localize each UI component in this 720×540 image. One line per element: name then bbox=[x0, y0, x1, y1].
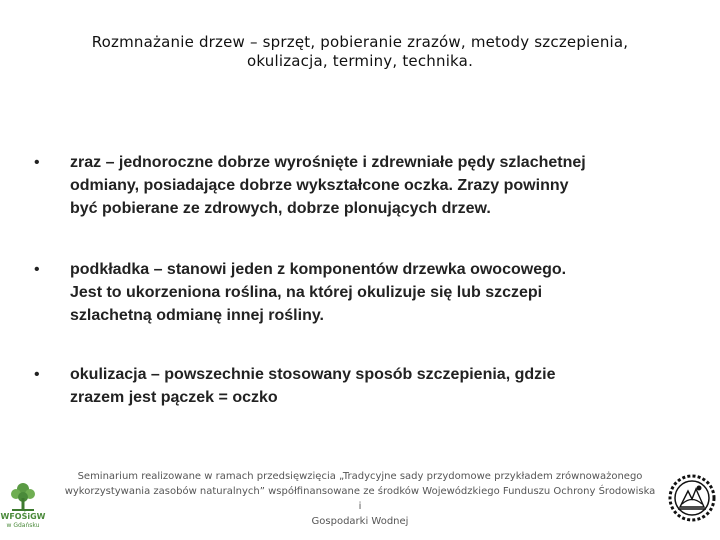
bullet-marker: • bbox=[34, 261, 40, 278]
wfosigw-logo bbox=[0, 480, 46, 530]
bullet-text bbox=[70, 258, 700, 327]
bullet-line: zrazem jest pączek = oczko bbox=[70, 389, 278, 406]
slide-title-line-1: Rozmnażanie drzew – sprzęt, pobieranie zrazów, metody szczepienia, bbox=[91, 33, 629, 51]
bullet-line: być pobierane ze zdrowych, dobrze plonujących drzew. bbox=[70, 200, 491, 217]
footer-line-1: Seminarium realizowane w ramach przedsięwzięcia „Tradycyjne sady przydomowe przykładem zrównoważonego bbox=[77, 471, 643, 482]
logo-name: WFOŚiGW bbox=[0, 512, 46, 521]
bullet-item-zraz bbox=[34, 151, 700, 220]
bullet-line: podkładka – stanowi jeden z komponentów drzewka owocowego. bbox=[70, 261, 567, 278]
bullet-line: zraz – jednoroczne dobrze wyrośnięte i zdrewniałe pędy szlachetnej bbox=[70, 154, 586, 171]
bullet-text bbox=[70, 151, 700, 220]
logo-subtitle: w Gdańsku bbox=[6, 522, 40, 529]
bullet-line: Jest to ukorzeniona roślina, na której okulizuje się lub szczepi bbox=[70, 284, 543, 301]
society-emblem-logo bbox=[666, 471, 718, 525]
bullet-marker: • bbox=[34, 154, 40, 171]
bullet-line: szlachetną odmianę innej rośliny. bbox=[70, 307, 324, 324]
footer-line-2: wykorzystywania zasobów naturalnych” współfinansowane ze środków Wojewódzkiego Funduszu Ochrony Środowiska i bbox=[64, 486, 656, 512]
bullet-marker: • bbox=[34, 366, 40, 383]
bullet-item-okulizacja bbox=[34, 363, 700, 409]
footer-line-3: Gospodarki Wodnej bbox=[311, 516, 409, 527]
bullet-text bbox=[70, 363, 700, 409]
society-emblem-icon bbox=[666, 471, 718, 525]
bullet-line: okulizacja – powszechnie stosowany sposób szczepienia, gdzie bbox=[70, 366, 556, 383]
tree-icon bbox=[0, 480, 46, 512]
bullet-item-podkladka bbox=[34, 258, 700, 327]
slide-title bbox=[20, 33, 700, 71]
slide-title-line-2: okulizacja, terminy, technika. bbox=[246, 52, 474, 70]
footer-note bbox=[64, 469, 656, 529]
bullet-line: odmiany, posiadające dobrze wykształcone oczka. Zrazy powinny bbox=[70, 177, 569, 194]
